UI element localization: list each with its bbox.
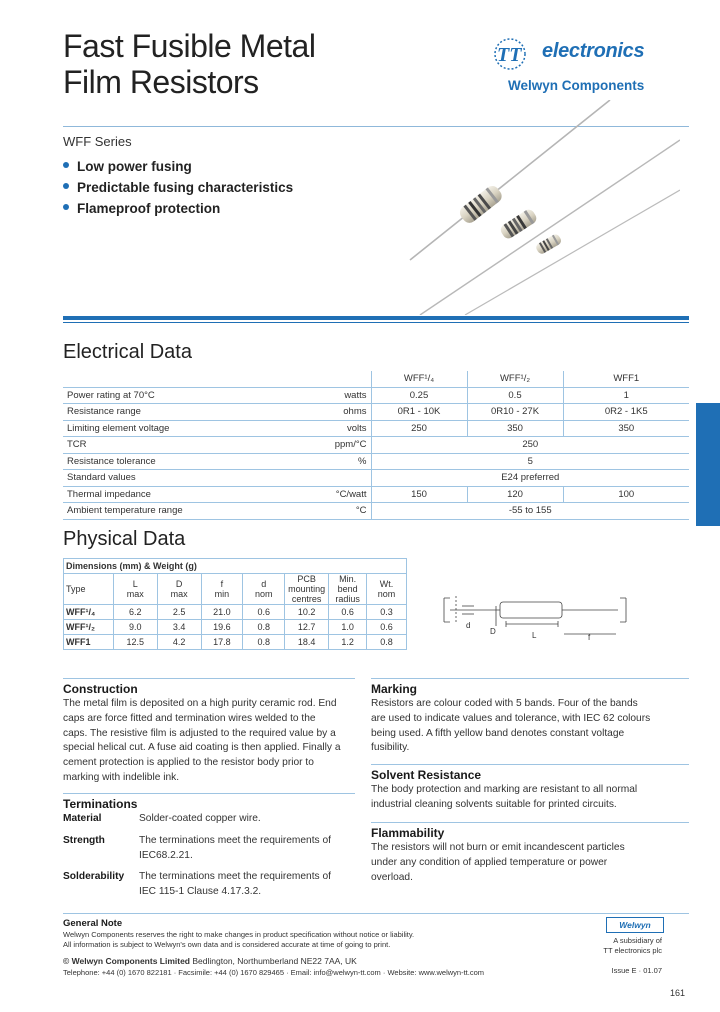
subsidiary-text: A subsidiary of TT electronics plc bbox=[603, 936, 662, 955]
title-line-2: Film Resistors bbox=[63, 64, 259, 100]
logo-division: Welwyn Components bbox=[508, 78, 645, 93]
column-header: L max bbox=[113, 574, 157, 605]
section-rule bbox=[371, 822, 689, 823]
series-name: WFF Series bbox=[63, 134, 132, 149]
issue-number: Issue E · 01.07 bbox=[611, 966, 662, 975]
table-cell: 0R10 - 27K bbox=[467, 404, 563, 421]
solvent-text: The body protection and marking are resistant to all normal industrial cleaning solvents suitable for printed circuits. bbox=[371, 784, 638, 810]
table-header-row bbox=[64, 574, 407, 605]
table-row bbox=[63, 404, 689, 421]
tt-logo-icon bbox=[490, 36, 542, 76]
row-unit: ohms bbox=[263, 404, 371, 421]
column-header: WFF¹/₄ bbox=[371, 371, 467, 387]
table-row bbox=[63, 387, 689, 404]
table-row: WFF¹/₄ 6.2 2.5 21.0 0.6 10.2 0.6 0.3 bbox=[64, 605, 407, 620]
section-divider bbox=[63, 316, 689, 320]
table-row: WFF¹/₂ 9.0 3.4 19.6 0.8 12.7 1.0 0.6 bbox=[64, 620, 407, 635]
table-cell: E24 preferred bbox=[371, 470, 689, 487]
row-unit: % bbox=[263, 453, 371, 470]
table-caption-row bbox=[64, 559, 407, 574]
section-rule bbox=[63, 678, 355, 679]
dim-label-f: f bbox=[588, 633, 591, 642]
footer-rule bbox=[63, 913, 689, 914]
table-cell: 100 bbox=[563, 486, 689, 503]
row-unit: watts bbox=[263, 387, 371, 404]
side-index-tab bbox=[696, 403, 720, 526]
row-label: TCR bbox=[63, 437, 263, 454]
column-header: WFF¹/₂ bbox=[467, 371, 563, 387]
title-line-1: Fast Fusible Metal bbox=[63, 28, 316, 64]
general-note-text: Welwyn Components reserves the right to make changes in product specification without notice or liability. All information is subject to Welwyn's own data and is considered accurate at time of going to print. bbox=[63, 930, 415, 949]
dim-label-D: D bbox=[490, 627, 496, 636]
table-cell: 250 bbox=[371, 420, 467, 437]
table-cell: 1 bbox=[563, 387, 689, 404]
row-unit bbox=[263, 470, 371, 487]
table-cell: 150 bbox=[371, 486, 467, 503]
table-cell: 350 bbox=[467, 420, 563, 437]
feature-item: Predictable fusing characteristics bbox=[63, 179, 293, 200]
row-label: Power rating at 70°C bbox=[63, 387, 263, 404]
column-header: WFF1 bbox=[563, 371, 689, 387]
dimension-diagram bbox=[440, 592, 640, 650]
company-line bbox=[63, 956, 357, 966]
table-cell: -55 to 155 bbox=[371, 503, 689, 520]
row-unit: volts bbox=[263, 420, 371, 437]
dim-label-d: d bbox=[466, 621, 471, 630]
table-row bbox=[63, 437, 689, 454]
terminations-heading: Terminations bbox=[63, 797, 138, 811]
table-cell: 0.25 bbox=[371, 387, 467, 404]
table-cell: 0.5 bbox=[467, 387, 563, 404]
physical-heading: Physical Data bbox=[63, 528, 186, 550]
section-divider-thin bbox=[63, 322, 689, 323]
feature-item: Flameproof protection bbox=[63, 200, 293, 221]
table-header-row bbox=[63, 371, 689, 387]
table-cell: 350 bbox=[563, 420, 689, 437]
logo-brand: electronics bbox=[542, 40, 645, 62]
table-row bbox=[63, 470, 689, 487]
termination-strength: Strength The terminations meet the requirements of IEC68.2.21. bbox=[63, 835, 331, 861]
solvent-heading: Solvent Resistance bbox=[371, 768, 482, 782]
general-note-heading: General Note bbox=[63, 918, 123, 929]
page-number: 161 bbox=[670, 988, 686, 998]
flammability-heading: Flammability bbox=[371, 826, 445, 840]
electrical-heading: Electrical Data bbox=[63, 341, 192, 363]
column-header: f min bbox=[201, 574, 243, 605]
bullet-icon bbox=[63, 204, 69, 210]
section-rule bbox=[63, 793, 355, 794]
construction-heading: Construction bbox=[63, 682, 138, 696]
welwyn-logo: Welwyn bbox=[606, 917, 664, 933]
table-cell: 120 bbox=[467, 486, 563, 503]
column-header: Wt. nom bbox=[367, 574, 407, 605]
column-header: Min. bend radius bbox=[329, 574, 367, 605]
physical-table bbox=[63, 558, 407, 650]
row-label: Resistance range bbox=[63, 404, 263, 421]
column-header: D max bbox=[157, 574, 201, 605]
resistor-product-photo bbox=[400, 100, 680, 315]
marking-heading: Marking bbox=[371, 682, 418, 696]
flammability-text: The resistors will not burn or emit incandescent particles under any condition of applied temperature or power overload. bbox=[371, 842, 625, 883]
row-label: Ambient temperature range bbox=[63, 503, 263, 520]
row-label: Standard values bbox=[63, 470, 263, 487]
feature-item: Low power fusing bbox=[63, 158, 293, 179]
physical-caption: Dimensions (mm) & Weight (g) bbox=[64, 559, 407, 574]
bullet-icon bbox=[63, 183, 69, 189]
construction-text: The metal film is deposited on a high purity ceramic rod. End caps are force fitted and termination wires welded to the caps. The resistive film is adjusted to the required value by a special helical cut. A fuse aid coating is then applied. Finally a cement protection is applied to the resistor body prior to marking with indelible ink. bbox=[63, 698, 341, 783]
dim-label-L: L bbox=[532, 631, 537, 640]
company-name: © Welwyn Components Limited bbox=[63, 956, 191, 966]
table-cell: 5 bbox=[371, 453, 689, 470]
contact-line: Telephone: +44 (0) 1670 822181 · Facsimile: +44 (0) 1670 829465 · Email: info@welwyn-tt.com · Website: www.welwyn-tt.com bbox=[63, 968, 485, 977]
section-rule bbox=[371, 764, 689, 765]
table-row bbox=[63, 503, 689, 520]
table-row: WFF1 12.5 4.2 17.8 0.8 18.4 1.2 0.8 bbox=[64, 635, 407, 650]
tt-electronics-logo bbox=[490, 36, 665, 98]
row-unit: °C/watt bbox=[263, 486, 371, 503]
column-header: Type bbox=[64, 574, 114, 605]
row-label: Thermal impedance bbox=[63, 486, 263, 503]
row-unit: ppm/°C bbox=[263, 437, 371, 454]
column-header: PCB mounting centres bbox=[285, 574, 329, 605]
row-unit: °C bbox=[263, 503, 371, 520]
page-title bbox=[63, 28, 315, 100]
marking-text: Resistors are colour coded with 5 bands. Four of the bands are used to indicate values and tolerance, with IEC 62 colours being used. A fifth yellow band denotes constant voltage fusibility. bbox=[371, 698, 651, 754]
table-row bbox=[63, 420, 689, 437]
company-address: Bedlington, Northumberland NE22 7AA, UK bbox=[192, 956, 357, 966]
table-cell: 0R1 - 10K bbox=[371, 404, 467, 421]
termination-solderability: Solderability The terminations meet the requirements of IEC 115-1 Clause 4.17.3.2. bbox=[63, 871, 331, 897]
termination-material: Material Solder-coated copper wire. bbox=[63, 813, 261, 824]
table-row bbox=[63, 486, 689, 503]
feature-list bbox=[63, 158, 293, 221]
table-row bbox=[63, 453, 689, 470]
bullet-icon bbox=[63, 162, 69, 168]
logo-mark-text: TT bbox=[497, 44, 522, 66]
table-cell: 0R2 - 1K5 bbox=[563, 404, 689, 421]
row-label: Limiting element voltage bbox=[63, 420, 263, 437]
table-cell: 250 bbox=[371, 437, 689, 454]
row-label: Resistance tolerance bbox=[63, 453, 263, 470]
column-header: d nom bbox=[243, 574, 285, 605]
section-rule bbox=[371, 678, 689, 679]
electrical-table bbox=[63, 371, 689, 520]
